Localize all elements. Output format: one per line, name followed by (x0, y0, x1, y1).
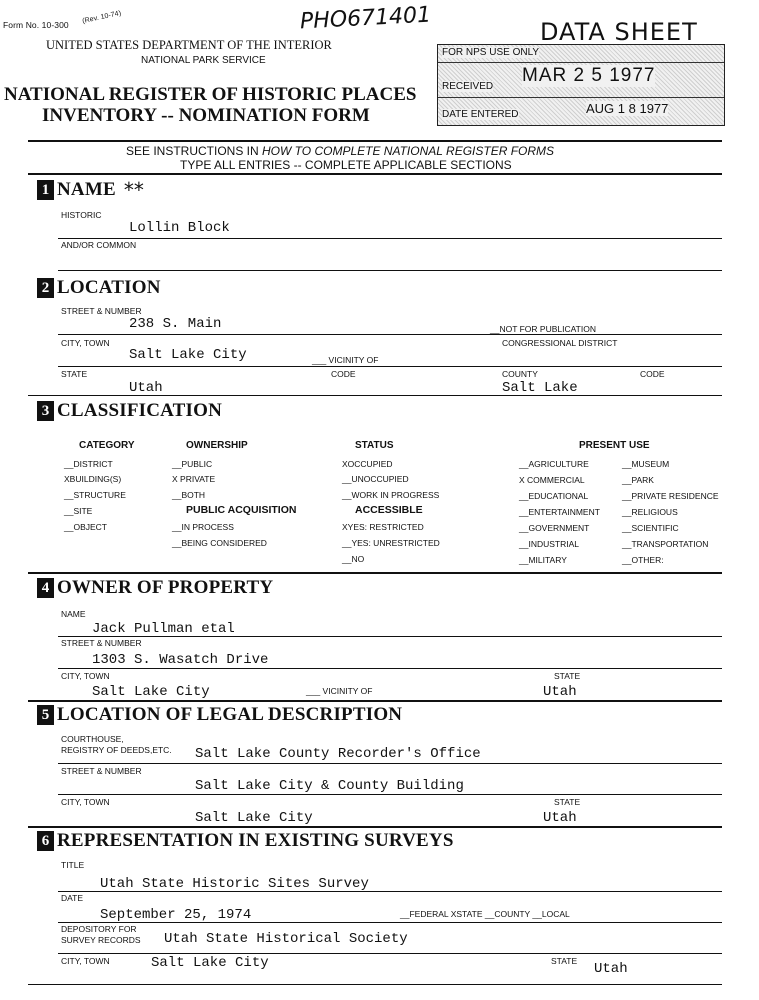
registry-label: REGISTRY OF DEEDS,ETC. (61, 745, 172, 755)
survey-city-label: CITY, TOWN (61, 956, 110, 966)
owner-vicinity-label: ___ VICINITY OF (306, 686, 373, 696)
section-title: REPRESENTATION IN EXISTING SURVEYS (57, 830, 454, 851)
handwritten-mark: ** (123, 178, 144, 202)
depository-label-line2: SURVEY RECORDS (61, 935, 141, 945)
acquisition-option: __IN PROCESS (172, 522, 234, 532)
accessible-option: XYES: RESTRICTED (342, 522, 424, 532)
accessible-option: __NO (342, 554, 365, 564)
present-use-option: __EDUCATIONAL (519, 491, 589, 501)
handwritten-id: PHO671401 (299, 2, 432, 35)
section-title: LOCATION OF LEGAL DESCRIPTION (57, 704, 403, 725)
section-title: OWNER OF PROPERTY (57, 577, 274, 598)
present-use-heading: PRESENT USE (579, 440, 650, 451)
county-value: Salt Lake (502, 380, 578, 396)
section-number: 1 (37, 180, 54, 200)
survey-city-value: Salt Lake City (151, 955, 269, 971)
legal-city-value: Salt Lake City (195, 810, 313, 826)
historic-label: HISTORIC (61, 210, 102, 220)
form-revision: (Rev. 10-74) (81, 9, 122, 26)
instructions-line2: TYPE ALL ENTRIES -- COMPLETE APPLICABLE SECTIONS (180, 158, 512, 172)
accessible-heading: ACCESSIBLE (355, 504, 423, 516)
present-use-option: __RELIGIOUS (622, 507, 678, 517)
present-use-option: __OTHER: (622, 555, 664, 565)
section-6-heading (37, 830, 454, 852)
ownership-heading: OWNERSHIP (186, 440, 248, 451)
section-number: 6 (37, 831, 54, 851)
owner-name-label: NAME (61, 609, 86, 619)
legal-city-label: CITY, TOWN (61, 797, 110, 807)
status-heading: STATUS (355, 440, 394, 451)
status-option: __UNOCCUPIED (342, 474, 409, 484)
section-title: LOCATION (57, 277, 161, 298)
category-heading: CATEGORY (79, 440, 135, 451)
category-option: __OBJECT (64, 522, 107, 532)
legal-street-label: STREET & NUMBER (61, 766, 142, 776)
registry-value: Salt Lake County Recorder's Office (195, 746, 481, 762)
present-use-option: __ENTERTAINMENT (519, 507, 600, 517)
owner-name: Jack Pullman etal (92, 621, 235, 637)
category-option: __SITE (64, 506, 93, 516)
section-4-heading (37, 577, 273, 599)
section-title: CLASSIFICATION (57, 400, 223, 421)
vicinity-of-label: ___ VICINITY OF (312, 355, 379, 365)
common-name-label: AND/OR COMMON (61, 240, 137, 250)
city-town-label: CITY, TOWN (61, 338, 110, 348)
section-title: NAME (57, 179, 116, 200)
received-date: MAR 2 5 1977 (522, 65, 656, 86)
present-use-option: __MUSEUM (622, 459, 670, 469)
county-code-label: CODE (640, 369, 665, 379)
survey-date: September 25, 1974 (100, 907, 252, 923)
present-use-option: __INDUSTRIAL (519, 539, 579, 549)
state-label: STATE (61, 369, 88, 379)
legal-state-label: STATE (554, 797, 581, 807)
present-use-option: __TRANSPORTATION (622, 539, 709, 549)
owner-street: 1303 S. Wasatch Drive (92, 652, 269, 668)
public-acquisition-heading: PUBLIC ACQUISITION (186, 504, 297, 516)
owner-state-label: STATE (554, 671, 581, 681)
present-use-option: X COMMERCIAL (519, 475, 585, 485)
section-number: 4 (37, 578, 54, 598)
data-sheet-stamp: DATA SHEET (540, 18, 698, 46)
category-option: __DISTRICT (64, 459, 113, 469)
present-use-option: __SCIENTIFIC (622, 523, 679, 533)
section-number: 2 (37, 278, 54, 298)
county-label: COUNTY (502, 369, 538, 379)
form-title-line1: NATIONAL REGISTER OF HISTORIC PLACES (4, 84, 417, 105)
department-name: UNITED STATES DEPARTMENT OF THE INTERIOR (46, 38, 332, 52)
state-value: Utah (129, 380, 163, 396)
depository-value: Utah State Historical Society (164, 931, 408, 947)
form-number: Form No. 10-300 (3, 20, 69, 30)
nps-use-label: FOR NPS USE ONLY (442, 47, 540, 58)
historic-name: Lollin Block (129, 220, 230, 236)
section-number: 5 (37, 705, 54, 725)
survey-state-value: Utah (594, 961, 628, 977)
status-option: __WORK IN PROGRESS (342, 490, 440, 500)
owner-city: Salt Lake City (92, 684, 210, 700)
present-use-option: __GOVERNMENT (519, 523, 590, 533)
present-use-option: __AGRICULTURE (519, 459, 589, 469)
instructions-line1: SEE INSTRUCTIONS IN HOW TO COMPLETE NATIONAL REGISTER FORMS (126, 144, 555, 158)
present-use-option: __PARK (622, 475, 654, 485)
survey-date-label: DATE (61, 893, 84, 903)
category-option: __STRUCTURE (64, 490, 126, 500)
survey-state-label: STATE (551, 956, 578, 966)
street-number-label: STREET & NUMBER (61, 306, 142, 316)
service-name: NATIONAL PARK SERVICE (141, 55, 266, 66)
acquisition-option: __BEING CONSIDERED (172, 538, 267, 548)
owner-state: Utah (543, 684, 577, 700)
ownership-option: __BOTH (172, 490, 206, 500)
present-use-option: __MILITARY (519, 555, 567, 565)
section-5-heading (37, 704, 402, 726)
street-address: 238 S. Main (129, 316, 222, 332)
not-for-publication: __NOT FOR PUBLICATION (490, 324, 596, 334)
section-2-heading (37, 277, 161, 299)
survey-title: Utah State Historic Sites Survey (100, 876, 369, 892)
form-title-line2: INVENTORY -- NOMINATION FORM (42, 105, 370, 126)
owner-city-label: CITY, TOWN (61, 671, 110, 681)
section-3-heading (37, 400, 222, 422)
survey-title-label: TITLE (61, 860, 85, 870)
survey-level-options: __FEDERAL XSTATE __COUNTY __LOCAL (400, 909, 570, 919)
section-1-heading (37, 178, 144, 202)
legal-state-value: Utah (543, 810, 577, 826)
ownership-option: __PUBLIC (172, 459, 213, 469)
code-label: CODE (331, 369, 356, 379)
status-option: XOCCUPIED (342, 459, 393, 469)
ownership-option: X PRIVATE (172, 474, 216, 484)
legal-street-value: Salt Lake City & County Building (195, 778, 464, 794)
owner-street-label: STREET & NUMBER (61, 638, 142, 648)
present-use-option: __PRIVATE RESIDENCE (622, 491, 719, 501)
category-option: XBUILDING(S) (64, 474, 122, 484)
courthouse-label: COURTHOUSE, (61, 734, 124, 744)
city-value: Salt Lake City (129, 347, 247, 363)
date-entered-label: DATE ENTERED (442, 109, 519, 120)
date-entered-value: AUG 1 8 1977 (586, 101, 669, 116)
depository-label-line1: DEPOSITORY FOR (61, 924, 137, 934)
accessible-option: __YES: UNRESTRICTED (342, 538, 440, 548)
nps-use-box (437, 44, 725, 126)
congressional-district-label: CONGRESSIONAL DISTRICT (502, 338, 618, 348)
received-label: RECEIVED (442, 81, 494, 92)
section-number: 3 (37, 401, 54, 421)
